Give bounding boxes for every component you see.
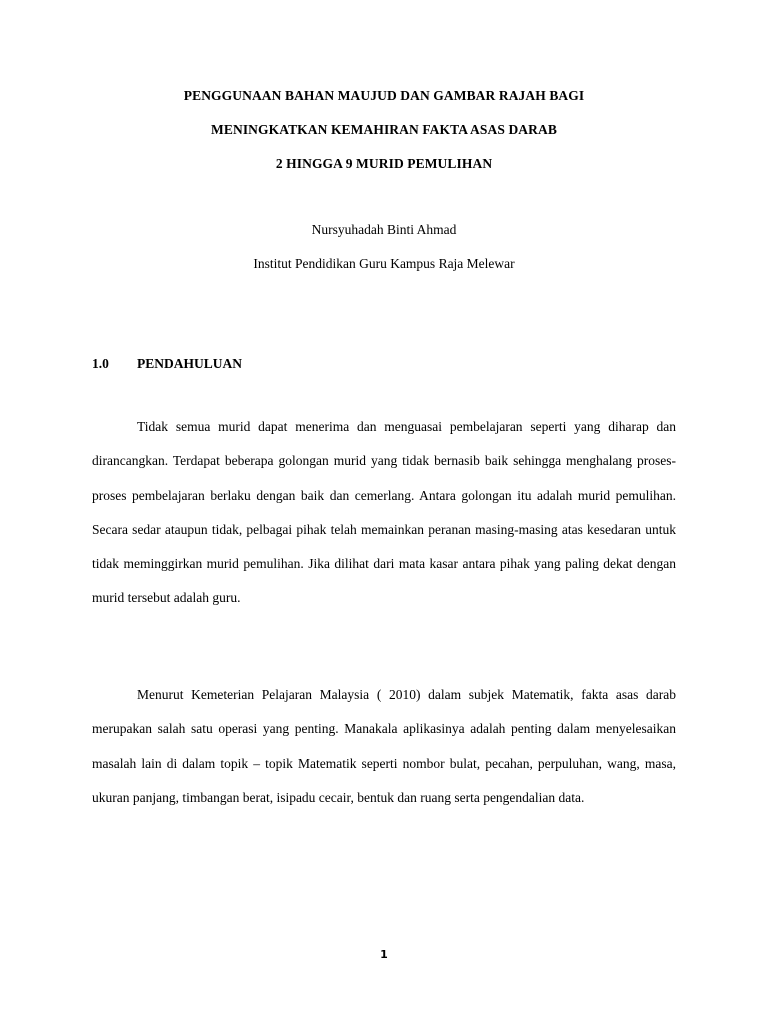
- title-line-2: MENINGKATKAN KEMAHIRAN FAKTA ASAS DARAB: [211, 122, 557, 137]
- title-line-3: 2 HINGGA 9 MURID PEMULIHAN: [275, 156, 493, 171]
- institution-name: Institut Pendidikan Guru Kampus Raja Melewar: [253, 256, 515, 271]
- paragraph-1: Tidak semua murid dapat menerima dan menguasai pembelajaran seperti yang diharap dan dirancangkan. Terdapat beberapa golongan murid yang tidak bernasib baik sehingga menghalang proses-proses pembelajaran berlaku dengan baik dan cemerlang. Antara golongan itu adalah murid pemulihan. Secara sedar ataupun tidak, pelbagai pihak telah memainkan peranan masing-masing atas kesedaran untuk tidak meminggirkan murid pemulihan. Jika dilihat dari mata kasar antara pihak yang paling dekat dengan murid tersebut adalah guru.: [92, 419, 676, 606]
- paragraph-2: Menurut Kemeterian Pelajaran Malaysia ( 2010) dalam subjek Matematik, fakta asas darab merupakan salah satu operasi yang penting. Manakala aplikasinya adalah penting dalam menyelesaikan masalah lain di dalam topik – topik Matematik seperti nombor bulat, pecahan, perpuluhan, wang, masa, ukuran panjang, timbangan berat, isipadu cecair, bentuk dan ruang serta pengendalian data.: [92, 687, 676, 805]
- section-number: 1.0: [92, 356, 109, 371]
- title-line-1: PENGGUNAAN BAHAN MAUJUD DAN GAMBAR RAJAH BAGI: [183, 88, 585, 103]
- author-name: Nursyuhadah Binti Ahmad: [311, 222, 457, 237]
- section-heading: [92, 356, 242, 372]
- section-title: PENDAHULUAN: [137, 356, 243, 371]
- page-number: 1: [380, 948, 388, 961]
